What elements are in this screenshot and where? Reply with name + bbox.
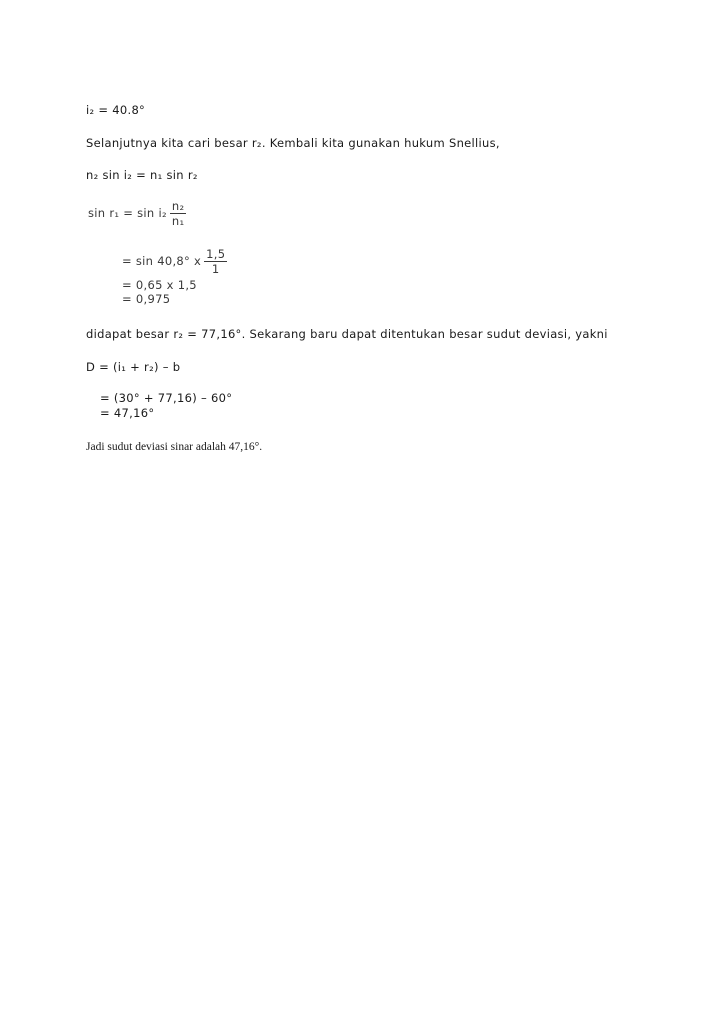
deviation-step-2: = 47,16° bbox=[100, 406, 155, 420]
fraction-numerator: n₂ bbox=[171, 199, 185, 213]
equation-line-2 bbox=[122, 248, 227, 275]
fraction-n2-n1 bbox=[170, 200, 187, 227]
equation-step-1: = sin 40,8° x bbox=[122, 254, 202, 268]
deviation-formula: D = (i₁ + r₂) – b bbox=[86, 360, 181, 374]
fraction-numerator: 1,5 bbox=[206, 247, 226, 261]
snellius-intro: Selanjutnya kita cari besar r₂. Kembali kita gunakan hukum Snellius, bbox=[86, 136, 500, 150]
snell-law-line: n₂ sin i₂ = n₁ sin r₂ bbox=[86, 168, 198, 182]
fraction-1-5-over-1 bbox=[204, 248, 227, 275]
r2-result-line: didapat besar r₂ = 77,16°. Sekarang baru dapat ditentukan besar sudut deviasi, yakni bbox=[86, 327, 608, 341]
equation-line-1 bbox=[88, 200, 186, 227]
equation-step-3: = 0,975 bbox=[122, 292, 171, 306]
fraction-denominator: 1 bbox=[211, 262, 220, 276]
i2-value-line: i₂ = 40.8° bbox=[86, 103, 146, 117]
equation-lhs: sin r₁ = sin i₂ bbox=[88, 206, 167, 220]
conclusion-line: Jadi sudut deviasi sinar adalah 47,16°. bbox=[86, 441, 263, 453]
deviation-step-1: = (30° + 77,16) – 60° bbox=[100, 391, 233, 405]
equation-step-2: = 0,65 x 1,5 bbox=[122, 278, 197, 292]
fraction-denominator: n₁ bbox=[171, 214, 185, 228]
